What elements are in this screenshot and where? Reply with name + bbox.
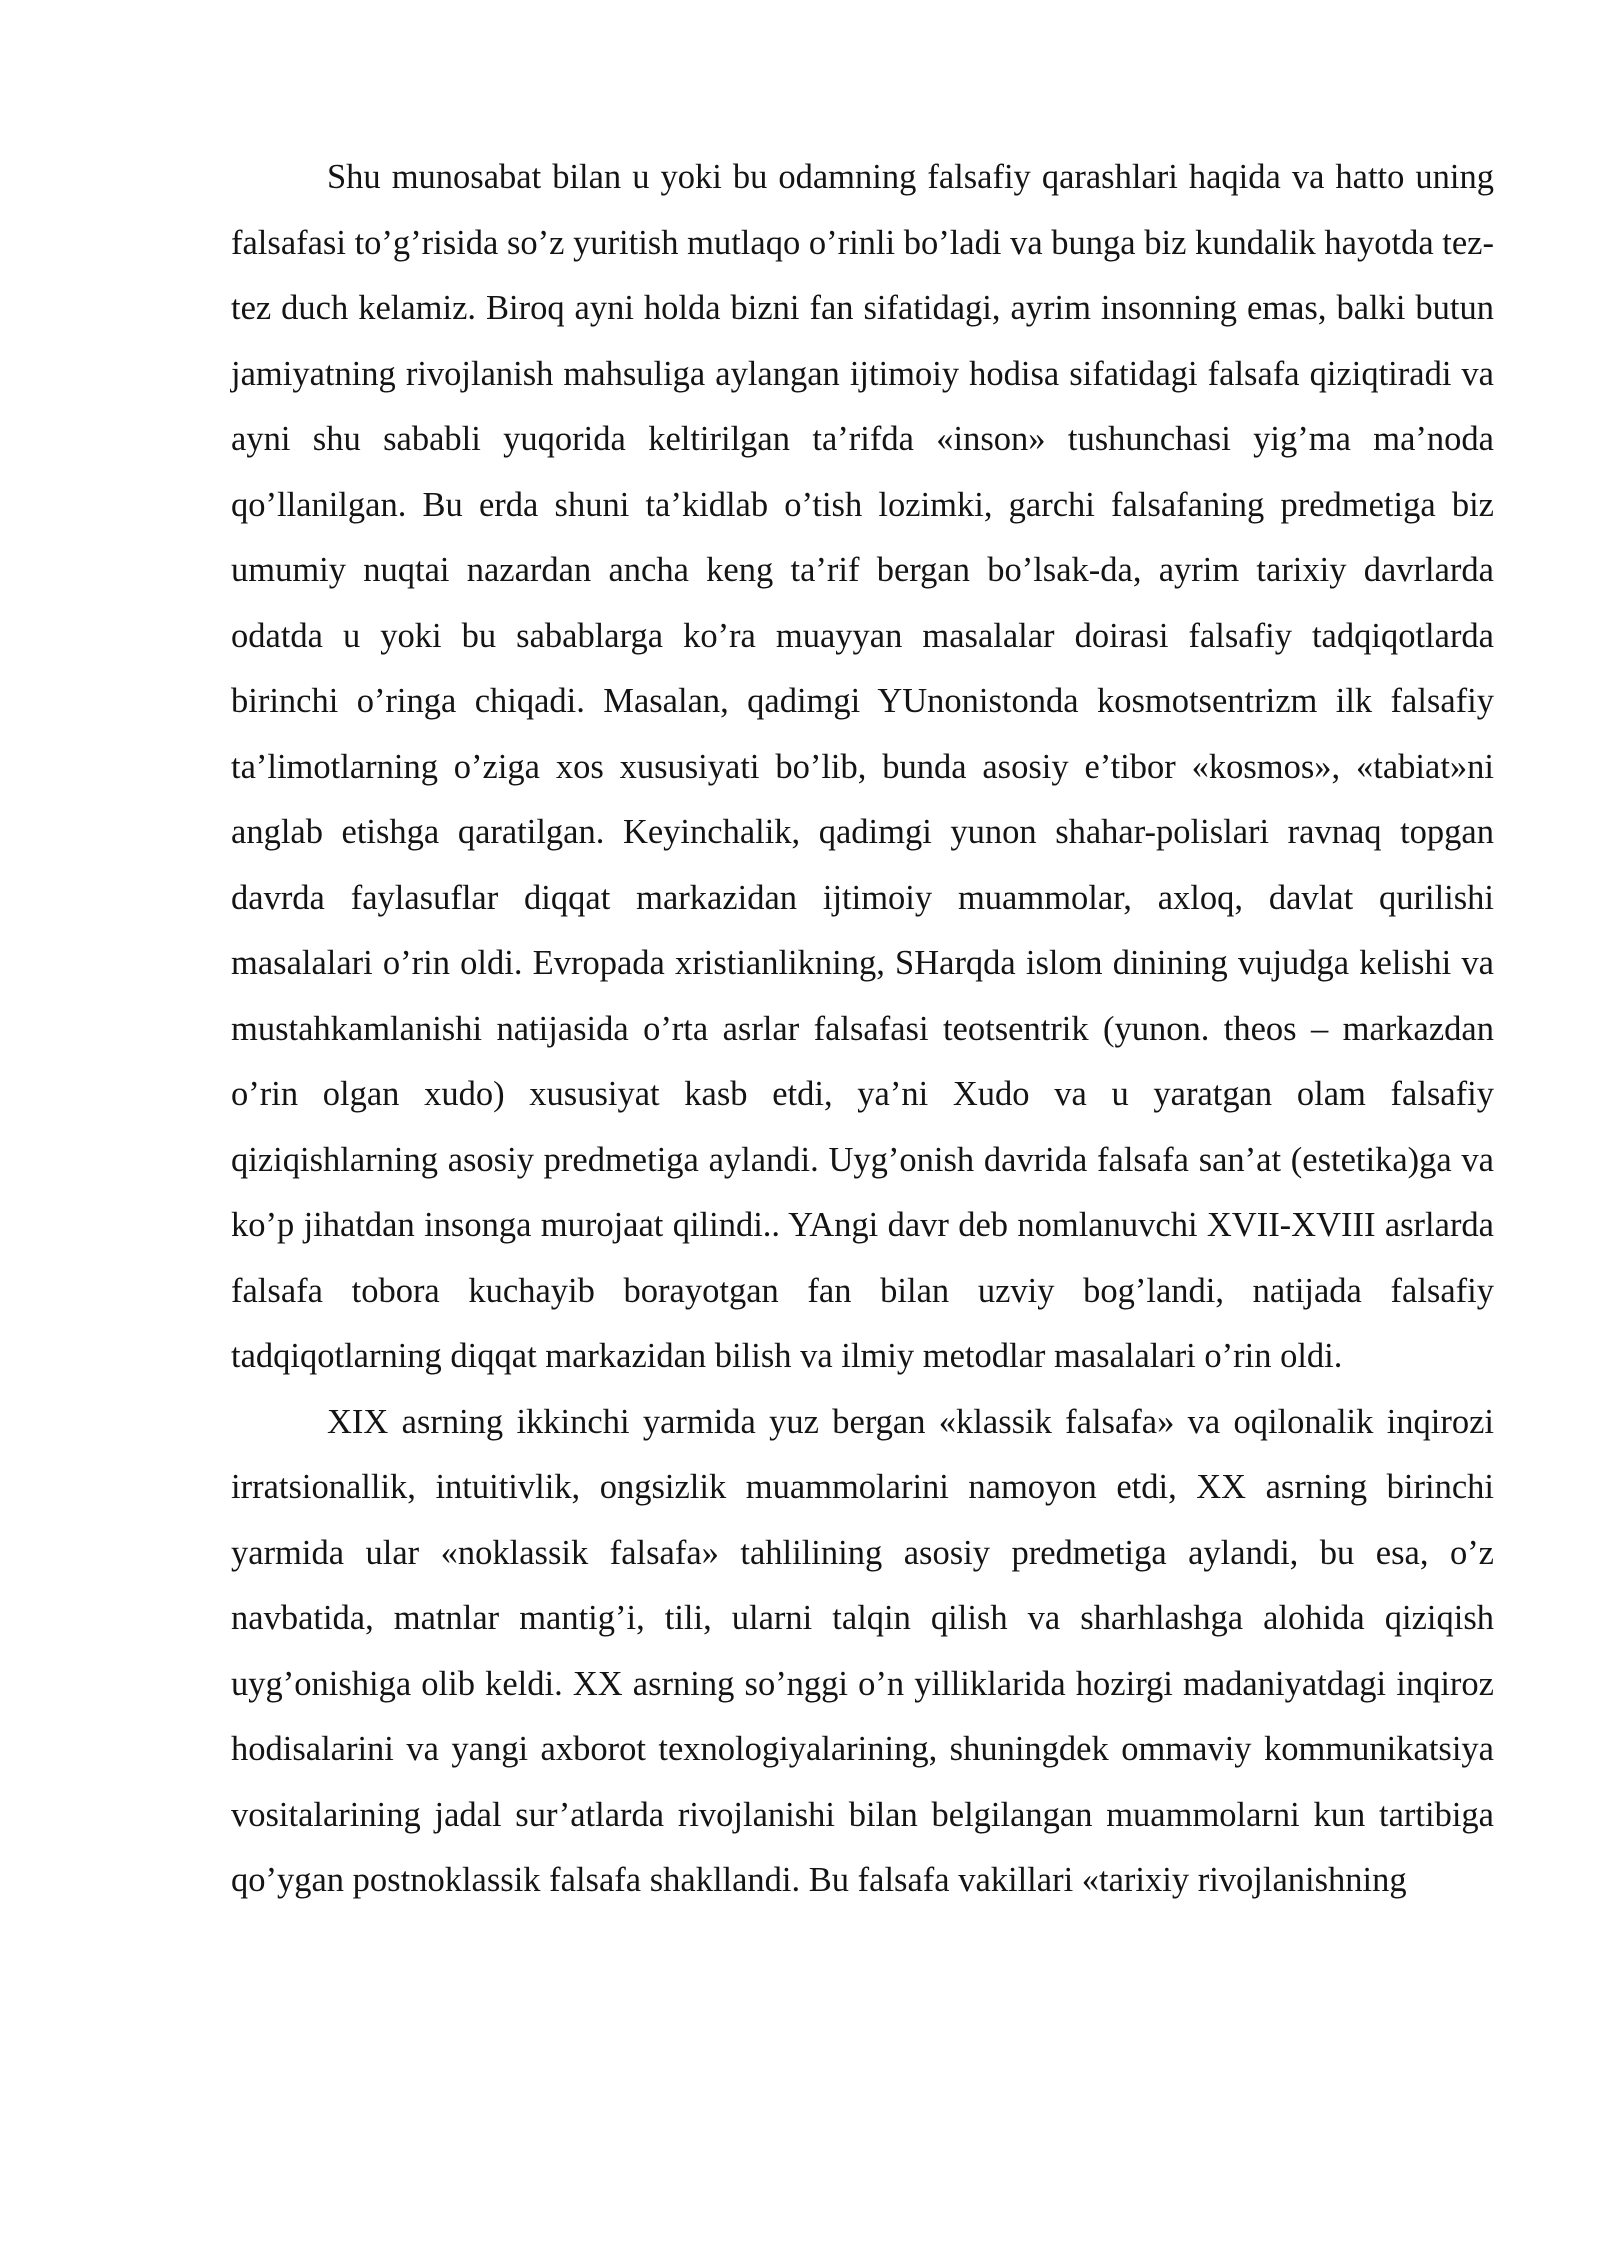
- paragraph-2: XIX asrning ikkinchi yarmida yuz bergan «klassik falsafa» va oqilonalik inqirozi irratsionallik, intuitivlik, ongsizlik muammolarini namoyon etdi, XX asrning birinchi yarmida ular «noklassik falsafa» tahlilining asosiy predmetiga aylandi, bu esa, o’z navbatida, matnlar mantig’i, tili, ularni talqin qilish va sharhlashga alohida qiziqish uyg’onishiga olib keldi. XX asrning so’nggi o’n yilliklarida hozirgi madaniyatdagi inqiroz hodisalarini va yangi axborot texnologiyalarining, shuningdek ommaviy kommunikatsiya vositalarining jadal sur’atlarda rivojlanishi bilan belgilangan muammolarni kun tartibiga qo’ygan postnoklassik falsafa shakllandi. Bu falsafa vakillari «tarixiy rivojlanishning: [231, 1402, 1494, 1899]
- document-page: [231, 145, 1494, 1914]
- paragraph-1: Shu munosabat bilan u yoki bu odamning falsafiy qarashlari haqida va hatto uning falsafasi to’g’risida so’z yuritish mutlaqo o’rinli bo’ladi va bunga biz kundalik hayotda tez-tez duch kelamiz. Biroq ayni holda bizni fan sifatidagi, ayrim insonning emas, balki butun jamiyatning rivojlanish mahsuliga aylangan ijtimoiy hodisa sifatidagi falsafa qiziqtiradi va ayni shu sababli yuqorida keltirilgan ta’rifda «inson» tushunchasi yig’ma ma’noda qo’llanilgan. Bu erda shuni ta’kidlab o’tish lozimki, garchi falsafaning predmetiga biz umumiy nuqtai nazardan ancha keng ta’rif bergan bo’lsak-da, ayrim tarixiy davrlarda odatda u yoki bu sabablarga ko’ra muayyan masalalar doirasi falsafiy tadqiqotlarda birinchi o’ringa chiqadi. Masalan, qadimgi YUnonistonda kosmotsentrizm ilk falsafiy ta’limotlarning o’ziga xos xususiyati bo’lib, bunda asosiy e’tibor «kosmos», «tabiat»ni anglab etishga qaratilgan. Keyinchalik, qadimgi yunon shahar-polislari ravnaq topgan davrda faylasuflar diqqat markazidan ijtimoiy muammolar, axloq, davlat qurilishi masalalari o’rin oldi. Evropada xristianlikning, SHarqda islom dinining vujudga kelishi va mustahkamlanishi natijasida o’rta asrlar falsafasi teotsentrik (yunon. theos – markazdan o’rin olgan xudo) xususiyat kasb etdi, ya’ni Xudo va u yaratgan olam falsafiy qiziqishlarning asosiy predmetiga aylandi. Uyg’onish davrida falsafa san’at (estetika)ga va ko’p jihatdan insonga murojaat qilindi.. YAngi davr deb nomlanuvchi XVII-XVIII asrlarda falsafa tobora kuchayib borayotgan fan bilan uzviy bog’landi, natijada falsafiy tadqiqotlarning diqqat markazidan bilish va ilmiy metodlar masalalari o’rin oldi.: [231, 158, 1494, 1375]
